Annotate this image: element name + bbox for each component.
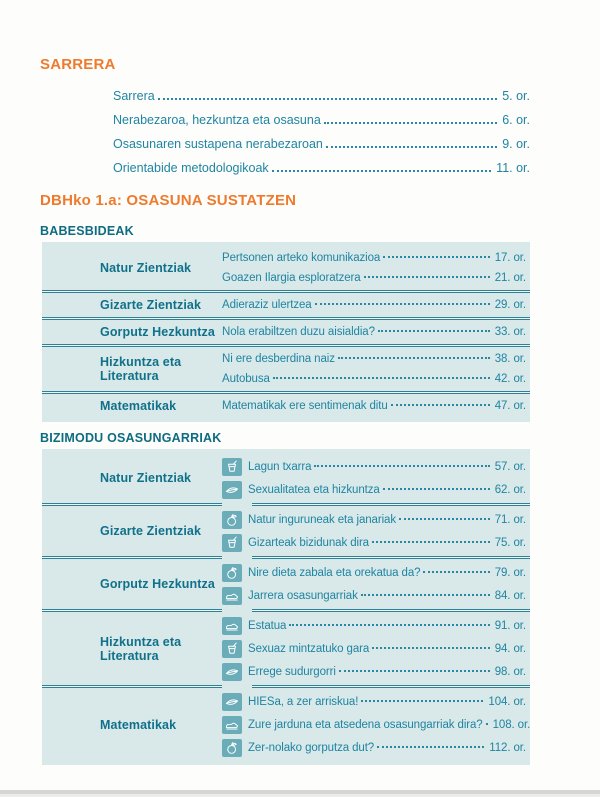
chapter-title: DBHko 1.a: OSASUNA SUSTATZEN <box>40 192 297 209</box>
dotted-leader <box>383 256 490 258</box>
entry-label: Jarrera osasungarriak <box>248 589 358 602</box>
toc-entry-row <box>222 322 530 342</box>
toc-entry-row <box>222 660 530 683</box>
dotted-leader <box>324 122 497 124</box>
subject-name: Matematikak <box>100 399 177 413</box>
dotted-leader <box>338 357 490 359</box>
subject-group <box>42 688 530 761</box>
apple-icon <box>222 511 242 529</box>
apple-icon <box>222 739 242 757</box>
subject-entries <box>222 322 530 342</box>
block-title-bizimodu-osasungarriak: BIZIMODU OSASUNGARRIAK <box>40 431 222 445</box>
subject-name: Matematikak <box>100 717 177 732</box>
group-divider <box>42 556 530 559</box>
lips-icon <box>222 693 242 711</box>
entry-label: Zure jarduna eta atsedena osasungarriak dira? <box>248 718 483 731</box>
entry-label: Nire dieta zabala eta orekatua da? <box>248 566 421 579</box>
entry-page-number: 6. or. <box>502 113 530 127</box>
subject-entries <box>222 248 530 288</box>
toc-entry-row <box>222 396 530 416</box>
entry-page-number: 62. or. <box>494 483 526 496</box>
entry-label: Natur inguruneak eta janariak <box>248 513 396 526</box>
subject-entries <box>222 690 530 759</box>
intro-section-title: SARRERA <box>40 56 116 73</box>
subject-entries <box>222 614 530 683</box>
lips-icon <box>222 663 242 681</box>
entry-page-number: 38. or. <box>494 353 526 365</box>
subject-entries <box>222 349 530 389</box>
group-divider <box>42 609 530 612</box>
group-divider <box>42 290 530 293</box>
group-divider <box>42 685 530 688</box>
toc-entry-row <box>222 295 530 315</box>
entry-page-number: 29. or. <box>494 299 526 311</box>
toc-entry-row <box>222 248 530 268</box>
subject-group <box>42 394 530 418</box>
dotted-leader <box>339 670 490 672</box>
entry-page-number: 21. or. <box>494 272 526 284</box>
group-divider <box>42 344 530 347</box>
toc-entry-row <box>113 107 530 131</box>
drink-glass-icon <box>222 640 242 658</box>
entry-page-number: 71. or. <box>494 513 526 526</box>
entry-label: Autobusa <box>222 373 270 385</box>
entry-page-number: 75. or. <box>494 536 526 549</box>
dotted-leader <box>315 303 490 305</box>
toc-entry-row <box>222 561 530 584</box>
subject-name: Natur Zientziak <box>100 261 192 275</box>
toc-entry-row <box>222 268 530 288</box>
toc-entry-row <box>113 83 530 107</box>
dotted-leader <box>272 170 492 172</box>
entry-label: Nerabezaroa, hezkuntza eta osasuna <box>113 113 321 127</box>
toc-entry-row <box>222 531 530 554</box>
subject-group <box>42 293 530 317</box>
group-divider <box>42 317 530 320</box>
entry-label: Ni ere desberdina naiz <box>222 353 335 365</box>
entry-label: Gizarteak bizidunak dira <box>248 536 369 549</box>
dotted-leader <box>423 571 489 573</box>
entry-page-number: 84. or. <box>494 589 526 602</box>
dotted-leader <box>391 404 490 406</box>
intro-toc-list <box>113 83 530 179</box>
dotted-leader <box>372 541 490 543</box>
toc-entry-row <box>222 455 530 478</box>
subject-group <box>42 612 530 685</box>
subject-group <box>42 347 530 391</box>
dotted-leader <box>377 746 484 748</box>
entry-page-number: 98. or. <box>494 665 526 678</box>
entry-page-number: 42. or. <box>494 373 526 385</box>
entry-label: Sexualitatea eta hizkuntza <box>248 483 380 496</box>
entry-label: Lagun txarra <box>248 460 312 473</box>
subject-group <box>42 506 530 556</box>
subject-entries <box>222 295 530 315</box>
toc-entry-row <box>222 637 530 660</box>
entry-label: Matematikak ere sentimenak ditu <box>222 400 388 412</box>
dotted-leader <box>486 723 488 725</box>
entry-label: Orientabide metodologikoak <box>113 161 269 175</box>
shoe-icon <box>222 617 242 635</box>
subject-name: Hizkuntza eta Literatura <box>100 634 182 663</box>
toc-entry-row <box>222 584 530 607</box>
dotted-leader <box>326 146 497 148</box>
subject-name: Hizkuntza eta Literatura <box>100 355 182 383</box>
toc-entry-row <box>113 155 530 179</box>
subject-name: Gizarte Zientziak <box>100 298 202 312</box>
entry-page-number: 108. or. <box>492 718 531 731</box>
toc-table-babesbideak <box>42 242 530 422</box>
entry-label: Zer-nolako gorputza dut? <box>248 741 375 754</box>
entry-page-number: 5. or. <box>502 89 530 103</box>
block-title-babesbideak: BABESBIDEAK <box>40 224 134 238</box>
subject-name: Natur Zientziak <box>100 471 192 485</box>
entry-label: Nola erabiltzen duzu aisialdia? <box>222 326 375 338</box>
toc-entry-row <box>222 713 530 736</box>
subject-entries <box>222 455 530 501</box>
dotted-leader <box>399 518 490 520</box>
entry-label: Sexuaz mintzatuko gara <box>248 642 370 655</box>
subject-group <box>42 246 530 290</box>
entry-page-number: 33. or. <box>494 326 526 338</box>
entry-page-number: 9. or. <box>502 137 530 151</box>
dotted-leader <box>314 465 489 467</box>
entry-page-number: 91. or. <box>494 619 526 632</box>
entry-page-number: 47. or. <box>494 400 526 412</box>
dotted-leader <box>361 594 490 596</box>
subject-entries <box>222 396 530 416</box>
dotted-leader <box>383 488 490 490</box>
subject-group <box>42 453 530 503</box>
entry-label: Estatua <box>248 619 287 632</box>
toc-entry-row <box>222 478 530 501</box>
toc-entry-row <box>222 614 530 637</box>
entry-page-number: 57. or. <box>494 460 526 473</box>
group-divider <box>42 503 530 506</box>
entry-label: Sarrera <box>113 89 155 103</box>
entry-label: Pertsonen arteko komunikazioa <box>222 252 381 264</box>
dotted-leader <box>361 700 483 702</box>
entry-label: Errege sudurgorri <box>248 665 336 678</box>
subject-name: Gizarte Zientziak <box>100 524 202 538</box>
entry-page-number: 11. or. <box>496 161 530 175</box>
dotted-leader <box>273 377 490 379</box>
dotted-leader <box>378 330 490 332</box>
entry-page-number: 94. or. <box>494 642 526 655</box>
subject-name: Gorputz Hezkuntza <box>100 325 215 339</box>
dotted-leader <box>364 276 490 278</box>
entry-label: Goazen Ilargia esploratzera <box>222 272 361 284</box>
dotted-leader <box>289 624 489 626</box>
subject-name: Gorputz Hezkuntza <box>100 577 215 591</box>
shoe-icon <box>222 716 242 734</box>
toc-entry-row <box>222 369 530 389</box>
toc-entry-row <box>222 349 530 369</box>
entry-page-number: 17. or. <box>494 252 526 264</box>
toc-entry-row <box>222 690 530 713</box>
dotted-leader <box>372 647 490 649</box>
drink-glass-icon <box>222 458 242 476</box>
entry-page-number: 79. or. <box>494 566 526 579</box>
entry-page-number: 112. or. <box>489 741 526 754</box>
toc-entry-row <box>113 131 530 155</box>
lips-icon <box>222 481 242 499</box>
group-divider <box>42 391 530 394</box>
dotted-leader <box>158 98 498 100</box>
drink-glass-icon <box>222 534 242 552</box>
entry-label: Adieraziz ulertzea <box>222 299 312 311</box>
entry-label: HIESa, a zer arriskua! <box>248 695 359 708</box>
toc-table-bizimodu-osasungarriak <box>42 449 530 765</box>
apple-icon <box>222 564 242 582</box>
subject-entries <box>222 508 530 554</box>
subject-group <box>42 320 530 344</box>
subject-entries <box>222 561 530 607</box>
toc-entry-row <box>222 508 530 531</box>
entry-page-number: 104. or. <box>488 695 526 708</box>
shoe-icon <box>222 587 242 605</box>
entry-label: Osasunaren sustapena nerabezaroan <box>113 137 323 151</box>
toc-entry-row <box>222 736 530 759</box>
subject-group <box>42 559 530 609</box>
